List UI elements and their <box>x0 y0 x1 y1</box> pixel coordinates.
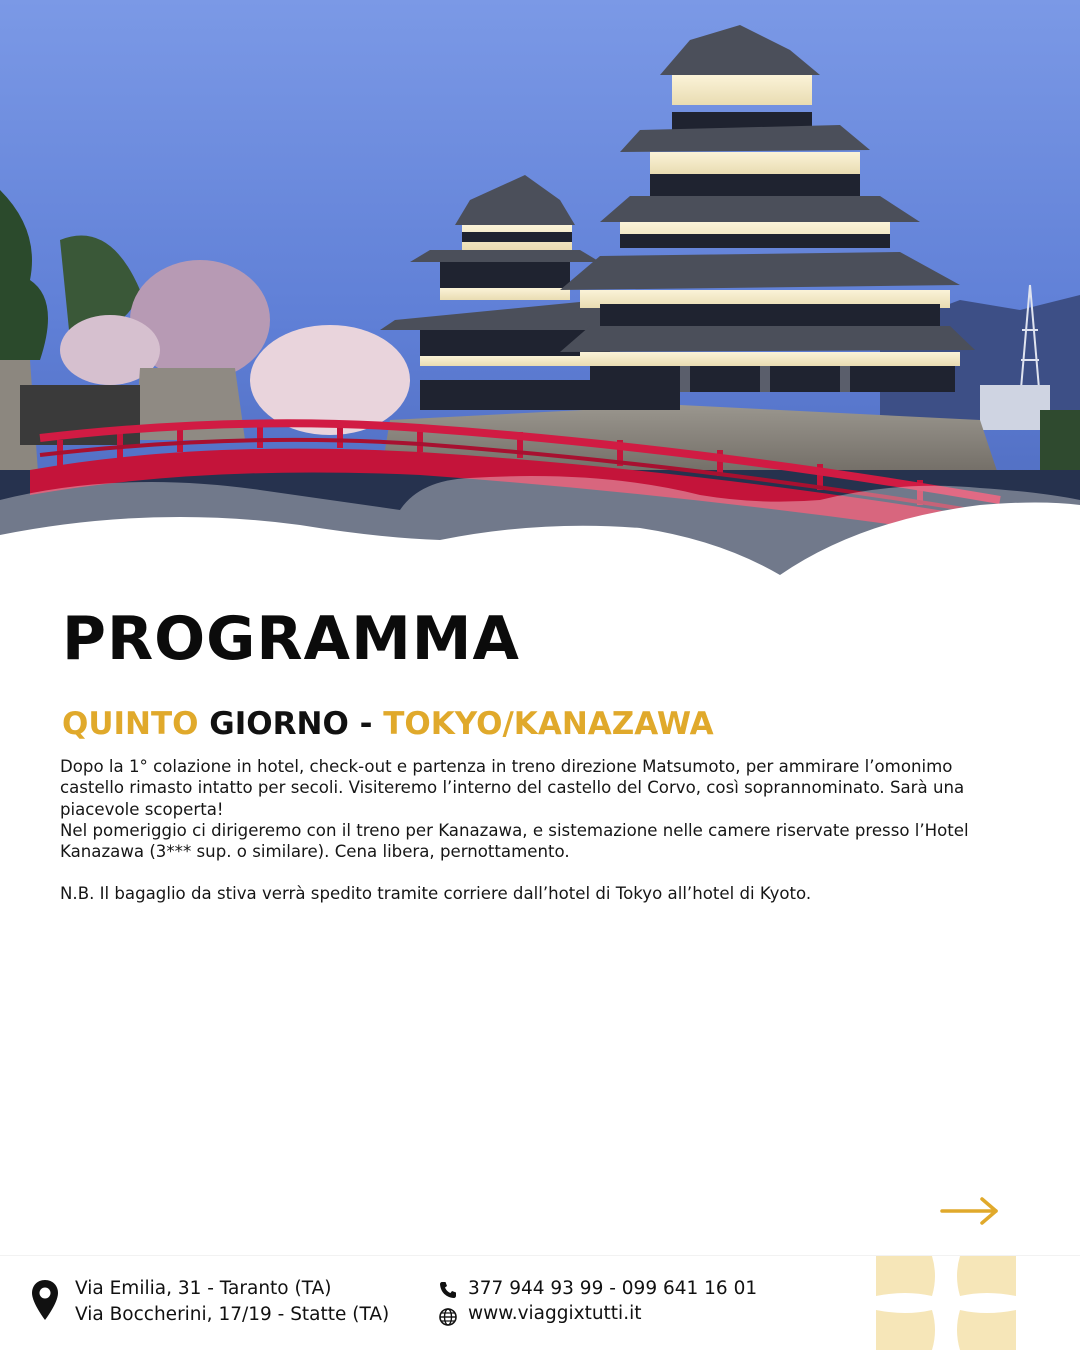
page-title: PROGRAMMA <box>62 604 520 674</box>
arrow-right-icon[interactable] <box>940 1194 1000 1228</box>
phone-numbers[interactable]: 377 944 93 99 - 099 641 16 01 <box>468 1278 758 1299</box>
address-block <box>75 1276 389 1327</box>
day-heading-route: TOKYO/KANAZAWA <box>383 706 714 742</box>
day-heading <box>62 706 714 742</box>
paragraph-afternoon: Nel pomeriggio ci dirigeremo con il treno per Kanazawa, e sistemazione nelle camere riservate presso l’Hotel Kanazawa (3*** sup. o similare). Cena libera, pernottamento. <box>60 820 969 862</box>
program-description <box>60 756 1010 905</box>
castle-photo <box>0 0 1080 590</box>
map-pin-icon <box>30 1278 60 1322</box>
phone-icon <box>438 1280 458 1300</box>
day-heading-giorno: GIORNO - <box>198 706 384 742</box>
address-line-2: Via Boccherini, 17/19 - Statte (TA) <box>75 1303 390 1325</box>
address-line-1: Via Emilia, 31 - Taranto (TA) <box>75 1278 332 1299</box>
paragraph-morning: Dopo la 1° colazione in hotel, check-out e partenza in treno direzione Matsumoto, per ammirare l’omonimo castello rimasto intatto per secoli. Visiteremo l’interno del castello del Corvo, così soprannominato. Sarà una piacevole scoperta! <box>60 757 965 819</box>
decorative-logo-shape <box>876 1256 1016 1350</box>
paragraph-note: N.B. Il bagaglio da stiva verrà spedito tramite corriere dall’hotel di Tokyo all’hotel di Kyoto. <box>60 884 812 904</box>
globe-icon <box>438 1307 458 1327</box>
day-heading-ordinal: QUINTO <box>62 706 199 742</box>
hero-image <box>0 0 1080 590</box>
website-link[interactable]: www.viaggixtutti.it <box>468 1303 642 1324</box>
